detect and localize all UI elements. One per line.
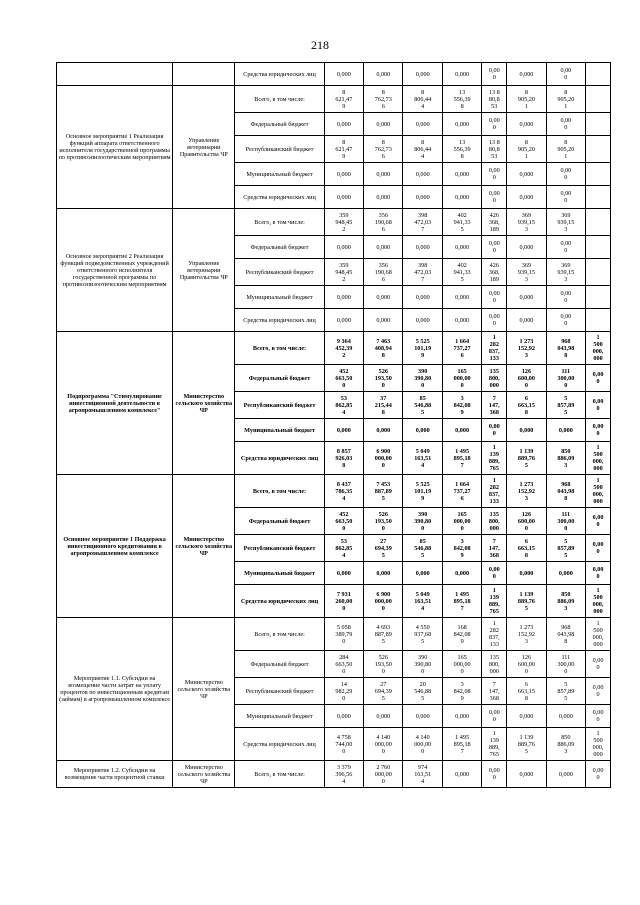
value-cell: 1 282 837, 133 (482, 332, 507, 365)
value-cell (586, 286, 611, 309)
value-cell: 53 862,85 4 (324, 392, 363, 419)
value-cell: 0,000 (364, 186, 403, 209)
value-cell: 1 664 737,27 6 (442, 332, 481, 365)
value-cell: 968 043,98 8 (546, 332, 585, 365)
value-cell: 0,00 0 (482, 286, 507, 309)
value-cell: 1 139 889,76 5 (507, 442, 546, 475)
measure-name-cell: Подпрограмма "Стимулирование инвестиционной деятельности в агропромышленном комплексе" (57, 332, 173, 475)
budget-table-sheet (56, 62, 611, 788)
measure-name-cell: Мероприятие 1.1. Субсидии на возмещение части затрат на уплату процентов по инвестиционным кредитам (займам) в агропромышленном комплексе (57, 618, 173, 761)
value-cell: 0,000 (442, 419, 481, 442)
value-cell: 8 621,47 9 (324, 136, 363, 163)
value-cell: 0,000 (403, 419, 442, 442)
value-cell: 356 190,68 6 (364, 209, 403, 236)
value-cell: 168 842,08 9 (442, 618, 481, 651)
value-cell: 0,00 0 (482, 63, 507, 86)
value-cell: 1 273 152,92 3 (507, 332, 546, 365)
value-cell: 1 495 895,18 7 (442, 728, 481, 761)
funding-source-cell: Федеральный бюджет (235, 508, 324, 535)
value-cell (586, 236, 611, 259)
value-cell: 126 600,00 0 (507, 651, 546, 678)
value-cell: 4 758 744,00 0 (324, 728, 363, 761)
value-cell: 359 948,45 2 (324, 259, 363, 286)
value-cell: 0,000 (507, 309, 546, 332)
funding-source-cell: Республиканский бюджет (235, 392, 324, 419)
value-cell: 0,000 (507, 186, 546, 209)
value-cell: 1 282 837, 133 (482, 475, 507, 508)
value-cell: 14 982,29 0 (324, 678, 363, 705)
value-cell: 369 939,15 3 (546, 209, 585, 236)
funding-source-cell: Средства юридических лиц (235, 309, 324, 332)
value-cell: 0,000 (364, 419, 403, 442)
value-cell: 0,000 (364, 113, 403, 136)
value-cell: 0,000 (507, 761, 546, 788)
value-cell: 13 8 80,8 53 (482, 86, 507, 113)
value-cell: 356 190,68 6 (364, 259, 403, 286)
value-cell: 5 049 163,51 4 (403, 442, 442, 475)
value-cell: 0,00 0 (586, 562, 611, 585)
value-cell: 0,000 (546, 705, 585, 728)
funding-source-cell: Республиканский бюджет (235, 136, 324, 163)
value-cell: 850 886,09 3 (546, 585, 585, 618)
value-cell: 0,00 0 (482, 761, 507, 788)
executor-cell: Министерство сельского хозяйства ЧР (173, 332, 235, 475)
value-cell: 1 139 889, 765 (482, 442, 507, 475)
value-cell: 0,000 (442, 236, 481, 259)
value-cell: 1 139 889, 765 (482, 728, 507, 761)
value-cell: 1 664 737,27 6 (442, 475, 481, 508)
value-cell: 1 500 000, 000 (586, 332, 611, 365)
funding-source-cell: Федеральный бюджет (235, 113, 324, 136)
value-cell: 0,000 (403, 236, 442, 259)
continuation-label-cell (57, 63, 173, 86)
value-cell: 0,00 0 (586, 508, 611, 535)
value-cell: 0,000 (546, 419, 585, 442)
value-cell: 1 273 152,92 3 (507, 475, 546, 508)
table-row (57, 761, 611, 788)
value-cell: 0,00 0 (546, 186, 585, 209)
value-cell: 9 364 452,39 2 (324, 332, 363, 365)
value-cell: 426 368, 189 (482, 209, 507, 236)
value-cell: 390 390,80 0 (403, 508, 442, 535)
value-cell: 5 857,89 5 (546, 678, 585, 705)
value-cell (586, 86, 611, 113)
value-cell: 8 762,73 6 (364, 86, 403, 113)
funding-source-cell: Федеральный бюджет (235, 365, 324, 392)
value-cell (586, 209, 611, 236)
value-cell: 27 694,39 5 (364, 535, 403, 562)
value-cell: 135 800, 000 (482, 651, 507, 678)
value-cell: 369 939,15 3 (507, 259, 546, 286)
funding-source-cell: Федеральный бюджет (235, 651, 324, 678)
value-cell: 4 693 887,89 5 (364, 618, 403, 651)
funding-source-cell: Всего, в том числе: (235, 332, 324, 365)
value-cell: 5 857,89 5 (546, 392, 585, 419)
value-cell: 0,000 (324, 63, 363, 86)
value-cell: 6 663,15 8 (507, 678, 546, 705)
funding-source-cell: Всего, в том числе: (235, 209, 324, 236)
value-cell: 398 472,03 7 (403, 209, 442, 236)
value-cell: 0,00 0 (546, 286, 585, 309)
value-cell: 359 948,45 2 (324, 209, 363, 236)
value-cell: 6 900 000,00 0 (364, 585, 403, 618)
value-cell: 0,000 (324, 309, 363, 332)
table-row (57, 209, 611, 236)
value-cell: 390 390,80 0 (403, 651, 442, 678)
value-cell: 0,000 (324, 236, 363, 259)
value-cell (586, 259, 611, 286)
value-cell: 0,00 0 (586, 705, 611, 728)
value-cell: 0,00 0 (482, 419, 507, 442)
value-cell: 0,00 0 (586, 535, 611, 562)
value-cell: 0,000 (442, 63, 481, 86)
value-cell: 526 193,50 0 (364, 365, 403, 392)
value-cell: 7 463 408,94 8 (364, 332, 403, 365)
funding-source-cell: Муниципальный бюджет (235, 562, 324, 585)
funding-source-cell: Муниципальный бюджет (235, 286, 324, 309)
value-cell: 426 368, 189 (482, 259, 507, 286)
funding-source-cell: Всего, в том числе: (235, 86, 324, 113)
value-cell: 0,00 0 (586, 365, 611, 392)
value-cell: 3 842,08 9 (442, 535, 481, 562)
value-cell: 13 556,39 8 (442, 86, 481, 113)
value-cell: 369 939,15 3 (507, 209, 546, 236)
value-cell: 402 941,33 5 (442, 209, 481, 236)
value-cell: 0,00 0 (482, 113, 507, 136)
value-cell: 0,000 (324, 163, 363, 186)
value-cell: 0,000 (364, 163, 403, 186)
funding-source-cell: Муниципальный бюджет (235, 705, 324, 728)
value-cell: 0,000 (403, 562, 442, 585)
value-cell: 8 905,20 1 (507, 86, 546, 113)
value-cell: 0,00 0 (482, 562, 507, 585)
budget-table-body (57, 63, 611, 788)
value-cell: 126 600,00 0 (507, 365, 546, 392)
value-cell: 0,000 (507, 562, 546, 585)
value-cell: 369 939,15 3 (546, 259, 585, 286)
value-cell: 0,000 (442, 705, 481, 728)
funding-source-cell: Средства юридических лиц (235, 585, 324, 618)
value-cell: 1 273 152,92 3 (507, 618, 546, 651)
value-cell: 7 147, 368 (482, 678, 507, 705)
value-cell: 135 800, 000 (482, 365, 507, 392)
funding-source-cell: Федеральный бюджет (235, 236, 324, 259)
value-cell: 0,000 (442, 113, 481, 136)
value-cell: 0,000 (546, 562, 585, 585)
table-row (57, 618, 611, 651)
value-cell: 1 500 000, 000 (586, 728, 611, 761)
value-cell: 0,000 (364, 562, 403, 585)
value-cell: 0,000 (364, 705, 403, 728)
value-cell: 0,00 0 (546, 113, 585, 136)
value-cell: 0,000 (324, 562, 363, 585)
value-cell: 1 500 000, 000 (586, 442, 611, 475)
value-cell: 452 663,50 0 (324, 508, 363, 535)
executor-cell: Министерство сельского хозяйства ЧР (173, 761, 235, 788)
value-cell: 0,00 0 (482, 705, 507, 728)
value-cell: 8 905,20 1 (546, 86, 585, 113)
value-cell: 0,000 (324, 705, 363, 728)
value-cell: 27 694,39 5 (364, 678, 403, 705)
value-cell: 0,000 (364, 286, 403, 309)
value-cell: 0,00 0 (586, 761, 611, 788)
value-cell: 8 621,47 9 (324, 86, 363, 113)
measure-name-cell: Основное мероприятие 1 Поддержка инвестиционного кредитования в агропромышленном комплексе (57, 475, 173, 618)
value-cell (586, 163, 611, 186)
value-cell: 0,000 (403, 286, 442, 309)
value-cell: 526 193,50 0 (364, 508, 403, 535)
value-cell: 0,000 (403, 63, 442, 86)
funding-source-cell: Муниципальный бюджет (235, 163, 324, 186)
funding-source-cell: Средства юридических лиц (235, 442, 324, 475)
value-cell: 111 300,00 0 (546, 365, 585, 392)
value-cell: 0,000 (546, 761, 585, 788)
value-cell (586, 136, 611, 163)
value-cell: 0,000 (364, 236, 403, 259)
value-cell: 1 500 000, 000 (586, 475, 611, 508)
value-cell: 0,000 (403, 309, 442, 332)
value-cell: 6 900 000,00 0 (364, 442, 403, 475)
value-cell: 0,000 (403, 705, 442, 728)
value-cell: 1 139 889,76 5 (507, 728, 546, 761)
executor-cell: Управление ветеринарии Правительства ЧР (173, 209, 235, 332)
value-cell: 7 931 260,00 0 (324, 585, 363, 618)
page-number: 218 (311, 38, 329, 52)
value-cell: 20 546,88 5 (403, 678, 442, 705)
value-cell: 0,000 (442, 163, 481, 186)
value-cell: 0,000 (442, 761, 481, 788)
value-cell: 3 842,08 9 (442, 392, 481, 419)
value-cell: 53 862,85 4 (324, 535, 363, 562)
value-cell: 5 049 163,51 4 (403, 585, 442, 618)
value-cell: 126 600,00 0 (507, 508, 546, 535)
value-cell: 5 525 101,19 9 (403, 332, 442, 365)
value-cell: 974 163,51 4 (403, 761, 442, 788)
value-cell: 0,00 0 (586, 419, 611, 442)
value-cell: 0,00 0 (586, 678, 611, 705)
value-cell: 850 886,09 3 (546, 442, 585, 475)
measure-name-cell: Основное мероприятие 2 Реализация функций подведомственных учреждений ответственного исполнителя государственной программы по противоэпизоотическим мероприятиям (57, 209, 173, 332)
value-cell: 0,00 0 (586, 651, 611, 678)
budget-table (56, 62, 611, 788)
value-cell: 4 550 937,68 5 (403, 618, 442, 651)
value-cell: 0,000 (364, 309, 403, 332)
value-cell: 85 546,88 5 (403, 392, 442, 419)
value-cell: 0,000 (507, 705, 546, 728)
value-cell: 8 806,44 4 (403, 86, 442, 113)
value-cell: 0,000 (324, 113, 363, 136)
value-cell: 0,000 (507, 419, 546, 442)
measure-name-cell: Мероприятие 1.2. Субсидии на возмещение части процентной ставки (57, 761, 173, 788)
executor-cell: Управление ветеринарии Правительства ЧР (173, 86, 235, 209)
funding-source-cell: Средства юридических лиц (235, 186, 324, 209)
value-cell: 1 282 837, 133 (482, 618, 507, 651)
value-cell: 1 139 889, 765 (482, 585, 507, 618)
value-cell: 0,000 (442, 286, 481, 309)
value-cell: 8 437 786,35 4 (324, 475, 363, 508)
value-cell: 3 379 396,56 4 (324, 761, 363, 788)
value-cell: 7 453 887,89 5 (364, 475, 403, 508)
value-cell: 0,000 (403, 186, 442, 209)
value-cell: 390 390,80 0 (403, 365, 442, 392)
value-cell: 5 857,89 5 (546, 535, 585, 562)
value-cell: 0,00 0 (586, 392, 611, 419)
funding-source-cell: Средства юридических лиц (235, 728, 324, 761)
value-cell: 1 139 889,76 5 (507, 585, 546, 618)
value-cell: 7 147, 368 (482, 535, 507, 562)
value-cell: 4 140 000,00 0 (403, 728, 442, 761)
value-cell: 6 663,15 8 (507, 392, 546, 419)
value-cell: 452 663,50 0 (324, 365, 363, 392)
value-cell: 165 000,00 0 (442, 508, 481, 535)
value-cell: 13 8 80,8 53 (482, 136, 507, 163)
table-row (57, 475, 611, 508)
funding-source-cell: Всего, в том числе: (235, 475, 324, 508)
value-cell: 111 300,00 0 (546, 508, 585, 535)
value-cell: 1 495 895,18 7 (442, 585, 481, 618)
value-cell: 1 495 895,18 7 (442, 442, 481, 475)
value-cell: 165 000,00 0 (442, 365, 481, 392)
continuation-executor-cell (173, 63, 235, 86)
value-cell: 0,000 (442, 562, 481, 585)
value-cell: 8 762,73 6 (364, 136, 403, 163)
value-cell: 0,000 (507, 63, 546, 86)
funding-source-cell: Республиканский бюджет (235, 259, 324, 286)
value-cell: 968 043,98 8 (546, 618, 585, 651)
value-cell: 13 556,39 8 (442, 136, 481, 163)
value-cell: 5 525 101,19 9 (403, 475, 442, 508)
table-row (57, 63, 611, 86)
value-cell: 398 472,03 7 (403, 259, 442, 286)
value-cell: 4 140 000,00 0 (364, 728, 403, 761)
value-cell: 0,00 0 (482, 163, 507, 186)
measure-name-cell: Основное мероприятие 1 Реализация функций аппарата ответственного исполнителя государственной программы по противоэпизоотическим мероприятиям (57, 86, 173, 209)
funding-source-cell: Республиканский бюджет (235, 678, 324, 705)
value-cell: 8 857 926,03 8 (324, 442, 363, 475)
value-cell: 2 760 000,00 0 (364, 761, 403, 788)
table-row (57, 86, 611, 113)
funding-source-cell: Всего, в том числе: (235, 761, 324, 788)
table-row (57, 332, 611, 365)
funding-source-cell: Средства юридических лиц (235, 63, 324, 86)
value-cell: 284 663,50 0 (324, 651, 363, 678)
value-cell: 0,000 (403, 163, 442, 186)
funding-source-cell: Республиканский бюджет (235, 535, 324, 562)
value-cell (586, 113, 611, 136)
executor-cell: Министерство сельского хозяйства ЧР (173, 475, 235, 618)
value-cell: 135 800, 000 (482, 508, 507, 535)
funding-source-cell: Всего, в том числе: (235, 618, 324, 651)
value-cell: 0,00 0 (482, 309, 507, 332)
value-cell: 0,000 (403, 113, 442, 136)
value-cell: 0,000 (324, 186, 363, 209)
value-cell: 37 215,44 8 (364, 392, 403, 419)
value-cell: 0,000 (324, 286, 363, 309)
value-cell: 5 058 389,79 0 (324, 618, 363, 651)
value-cell: 165 000,00 0 (442, 651, 481, 678)
value-cell: 0,000 (507, 286, 546, 309)
value-cell: 7 147, 368 (482, 392, 507, 419)
value-cell: 3 842,08 9 (442, 678, 481, 705)
value-cell: 0,000 (442, 309, 481, 332)
funding-source-cell: Муниципальный бюджет (235, 419, 324, 442)
value-cell (586, 186, 611, 209)
value-cell: 0,00 0 (546, 63, 585, 86)
value-cell: 8 806,44 4 (403, 136, 442, 163)
value-cell: 0,00 0 (546, 309, 585, 332)
value-cell: 0,000 (324, 419, 363, 442)
value-cell: 1 500 000, 000 (586, 618, 611, 651)
value-cell (586, 63, 611, 86)
value-cell: 968 043,98 8 (546, 475, 585, 508)
executor-cell: Министерство сельского хозяйства ЧР (173, 618, 235, 761)
value-cell: 0,000 (442, 186, 481, 209)
value-cell: 0,00 0 (546, 163, 585, 186)
value-cell: 85 546,88 5 (403, 535, 442, 562)
value-cell: 0,000 (507, 113, 546, 136)
value-cell: 0,00 0 (482, 236, 507, 259)
value-cell: 0,00 0 (546, 236, 585, 259)
value-cell: 8 905,20 1 (507, 136, 546, 163)
value-cell: 0,000 (364, 63, 403, 86)
value-cell: 0,00 0 (482, 186, 507, 209)
value-cell: 526 193,50 0 (364, 651, 403, 678)
value-cell: 8 905,20 1 (546, 136, 585, 163)
value-cell: 0,000 (507, 236, 546, 259)
value-cell: 1 500 000, 000 (586, 585, 611, 618)
value-cell: 0,000 (507, 163, 546, 186)
value-cell: 402 941,33 5 (442, 259, 481, 286)
value-cell (586, 309, 611, 332)
value-cell: 6 663,15 8 (507, 535, 546, 562)
value-cell: 850 886,09 3 (546, 728, 585, 761)
value-cell: 111 300,00 0 (546, 651, 585, 678)
